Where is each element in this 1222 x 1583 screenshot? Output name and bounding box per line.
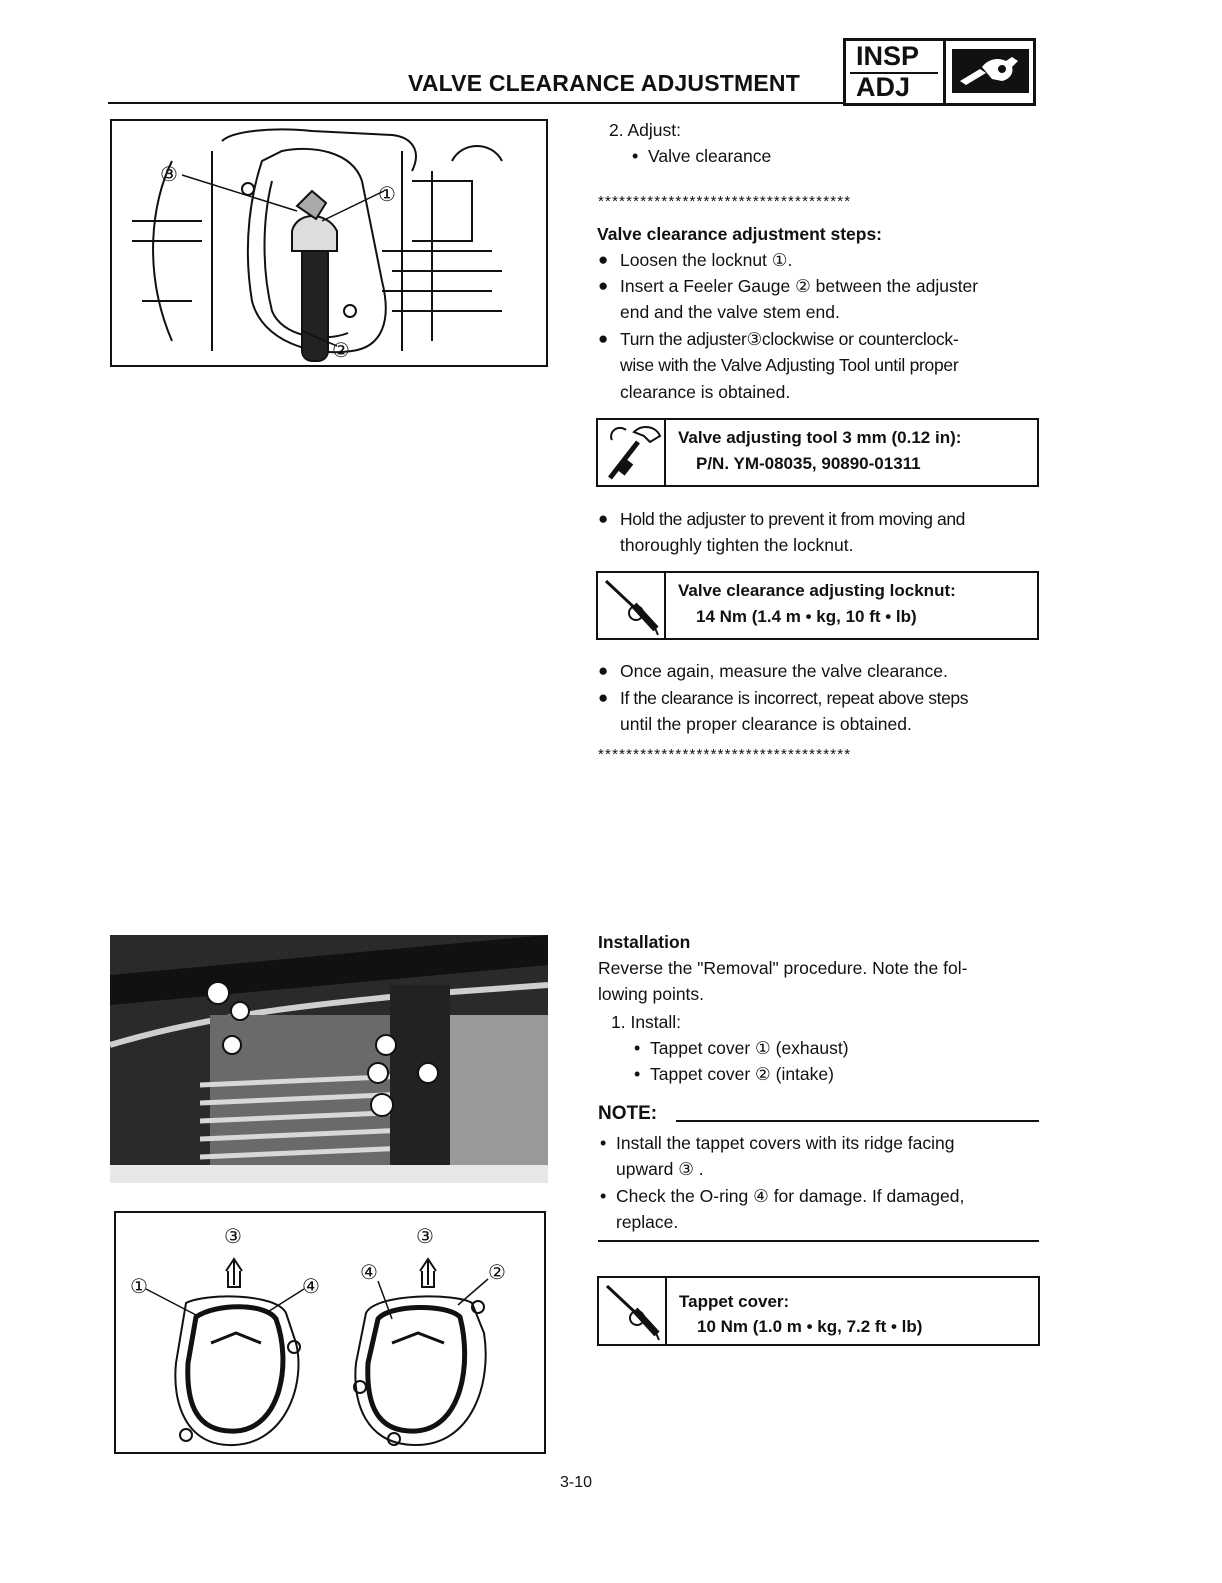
- callout-2: ②: [488, 1260, 506, 1284]
- adjust-step: 2. Adjust:: [609, 120, 681, 140]
- step-loosen-locknut: ● Loosen the locknut ①.: [620, 247, 792, 273]
- torque-wrench-icon: [599, 1278, 667, 1344]
- step-hold-adjuster-l2: thoroughly tighten the locknut.: [620, 535, 854, 555]
- callout-2: ②: [332, 338, 350, 362]
- note-oring-l1: • Check the O-ring ④ for damage. If damaged,: [616, 1183, 964, 1209]
- installation-text-l1: Reverse the "Removal" procedure. Note the fol-: [598, 958, 968, 978]
- header-rule: [108, 102, 844, 104]
- page-number: 3-10: [560, 1474, 593, 1491]
- step-repeat-l1: ● If the clearance is incorrect, repeat above steps: [620, 685, 968, 711]
- note-rule-bottom: [598, 1240, 1039, 1242]
- tool-icon: [598, 420, 666, 485]
- section-badge: [843, 38, 1036, 106]
- step-hold-adjuster-l1: ● Hold the adjuster to prevent it from moving and: [620, 506, 965, 532]
- tappet-torque-line2: 10 Nm (1.0 m • kg, 7.2 ft • lb): [697, 1317, 923, 1336]
- note-rule-top: [676, 1120, 1039, 1122]
- torque-wrench-icon: [598, 573, 666, 638]
- callout-1: ①: [130, 1274, 148, 1298]
- note-ridge-l2: upward ③ .: [616, 1159, 704, 1179]
- note-title: NOTE:: [598, 1103, 658, 1124]
- install-item-intake: • Tappet cover ② (intake): [650, 1061, 834, 1087]
- callout-3: ③: [160, 162, 178, 186]
- tappet-covers-illustration: [116, 1213, 544, 1452]
- installation-text-l2: lowing points.: [598, 984, 705, 1004]
- figure-valve-adjuster: [110, 119, 548, 367]
- spec-box-tappet-torque: [597, 1276, 1040, 1346]
- engine-photo-illustration: [110, 935, 548, 1183]
- figure-engine-photo: [110, 935, 548, 1183]
- step-measure-again: ● Once again, measure the valve clearance.: [620, 658, 948, 684]
- callout-4-left: ④: [302, 1274, 320, 1298]
- step-turn-adjuster-l3: clearance is obtained.: [620, 382, 791, 402]
- tappet-torque-line1: Tappet cover:: [679, 1292, 790, 1311]
- valve-adjuster-illustration: [112, 121, 546, 365]
- badge-adj: ADJ: [856, 72, 911, 102]
- tool-spec-line1: Valve adjusting tool 3 mm (0.12 in):: [678, 428, 962, 447]
- locknut-torque-line1: Valve clearance adjusting locknut:: [678, 581, 956, 600]
- locknut-torque-line2: 14 Nm (1.4 m • kg, 10 ft • lb): [696, 607, 917, 626]
- spec-box-tool: [596, 418, 1039, 487]
- steps-title: Valve clearance adjustment steps:: [597, 224, 882, 244]
- separator-stars-bottom: ************************************: [598, 746, 852, 763]
- spec-box-locknut-torque: [596, 571, 1039, 640]
- callout-3-right: ③: [416, 1224, 434, 1248]
- callout-4-right: ④: [360, 1260, 378, 1284]
- badge-insp: INSP: [856, 41, 920, 71]
- page-title: VALVE CLEARANCE ADJUSTMENT: [408, 70, 800, 96]
- badge-text-box: [846, 41, 946, 103]
- step-turn-adjuster-l1: ● Turn the adjuster③clockwise or counterclock-: [620, 326, 958, 352]
- installation-title: Installation: [598, 932, 691, 952]
- separator-stars-top: ************************************: [598, 193, 852, 210]
- callout-1: ①: [378, 182, 396, 206]
- step-repeat-l2: until the proper clearance is obtained.: [620, 714, 912, 734]
- note-ridge-l1: • Install the tappet covers with its ridge facing: [616, 1130, 955, 1156]
- step-turn-adjuster-l2: wise with the Valve Adjusting Tool until proper: [620, 355, 959, 375]
- callout-3-left: ③: [224, 1224, 242, 1248]
- step-insert-gauge-l2: end and the valve stem end.: [620, 302, 840, 322]
- install-step: 1. Install:: [611, 1012, 682, 1032]
- install-item-exhaust: • Tappet cover ① (exhaust): [650, 1035, 849, 1061]
- figure-tappet-covers: [114, 1211, 546, 1454]
- note-oring-l2: replace.: [616, 1212, 679, 1232]
- step-insert-gauge-l1: ● Insert a Feeler Gauge ② between the adjuster: [620, 273, 978, 299]
- adjust-item: • Valve clearance: [648, 143, 771, 169]
- wrench-hand-icon: [952, 49, 1029, 93]
- tool-spec-line2: P/N. YM-08035, 90890-01311: [696, 454, 921, 473]
